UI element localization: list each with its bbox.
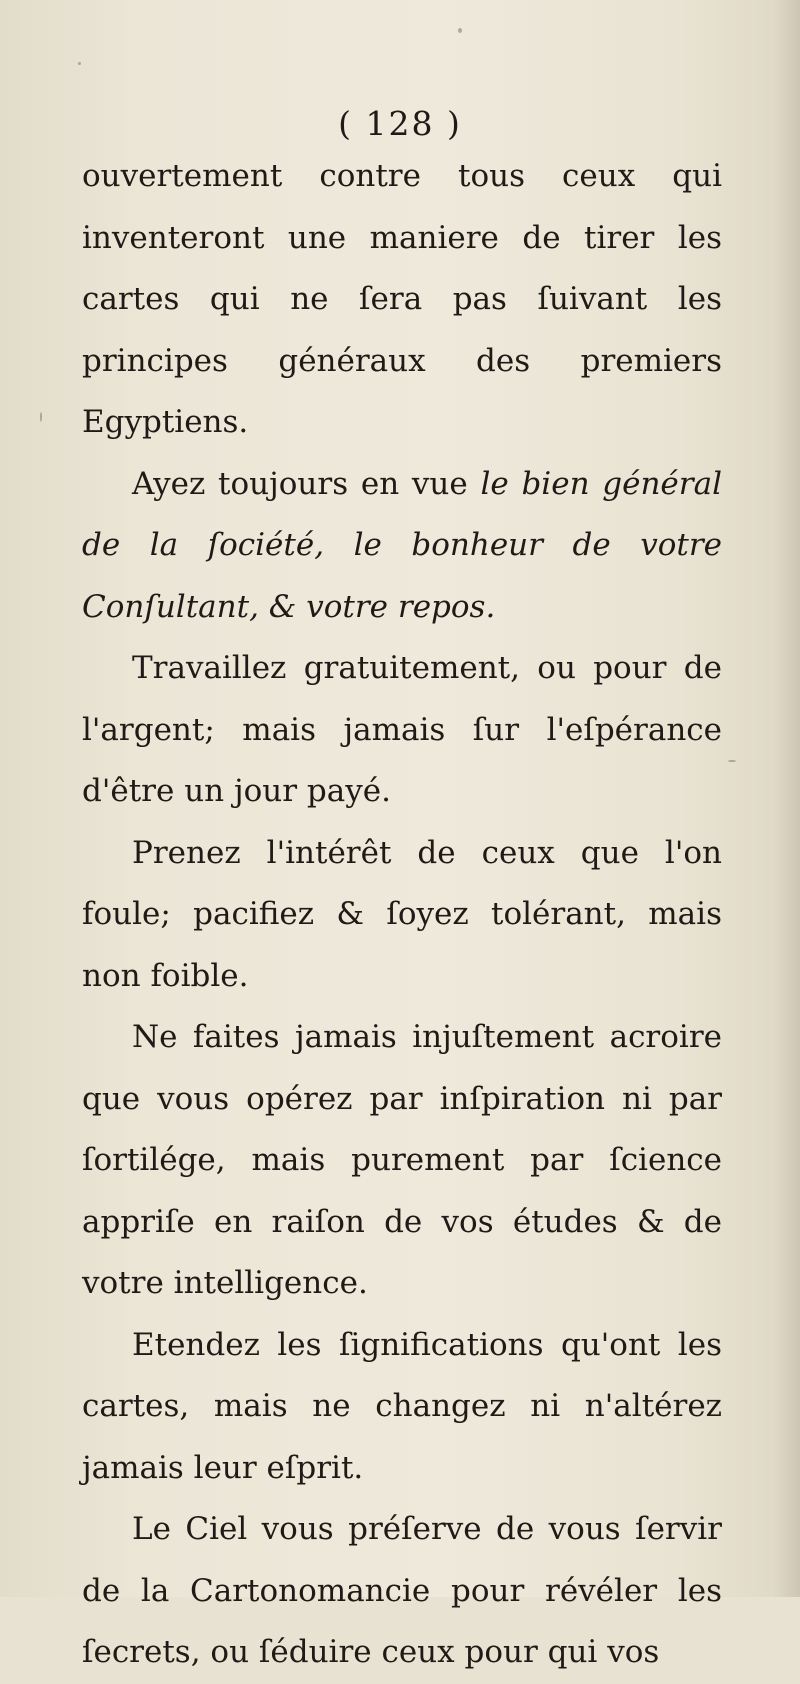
paragraph [82,454,722,639]
paragraph-text: Ayez toujours en vue [132,465,481,502]
paragraph: Le Ciel vous préſerve de vous ſervir de la Cartonomancie pour révéler les ſecrets, ou ſéduire ceux pour qui vos [82,1511,722,1670]
paper-speck [728,760,736,762]
paper-speck [40,412,42,422]
paragraph: ouvertement contre tous ceux qui inventeront une maniere de tirer les cartes qui ne ſera pas ſuivant les principes généraux des premiers Egyptiens. [82,158,722,440]
paper-speck [78,62,81,65]
paragraph: Ne faites jamais injuſtement acroire que vous opérez par inſpiration ni par ſortilége, mais purement par ſcience appriſe en raiſon de vos études & de votre intelligence. [82,1019,722,1301]
body-text [82,146,722,1684]
paragraph: Etendez les ſignifications qu'ont les cartes, mais ne changez ni n'altérez jamais leur eſprit. [82,1326,722,1486]
paragraph-italic-text: le bien général de la ſociété, le bonheur de votre Conſultant, & votre repos. [82,465,722,625]
paper-speck [458,28,462,33]
page-edge-shadow [774,0,800,1597]
paragraph: Prenez l'intérêt de ceux que l'on foule; pacifiez & ſoyez tolérant, mais non foible. [82,834,722,994]
paragraph: Travaillez gratuitement, ou pour de l'argent; mais jamais ſur l'eſpérance d'être un jour payé. [82,650,722,809]
page-number: ( 128 ) [338,104,462,143]
